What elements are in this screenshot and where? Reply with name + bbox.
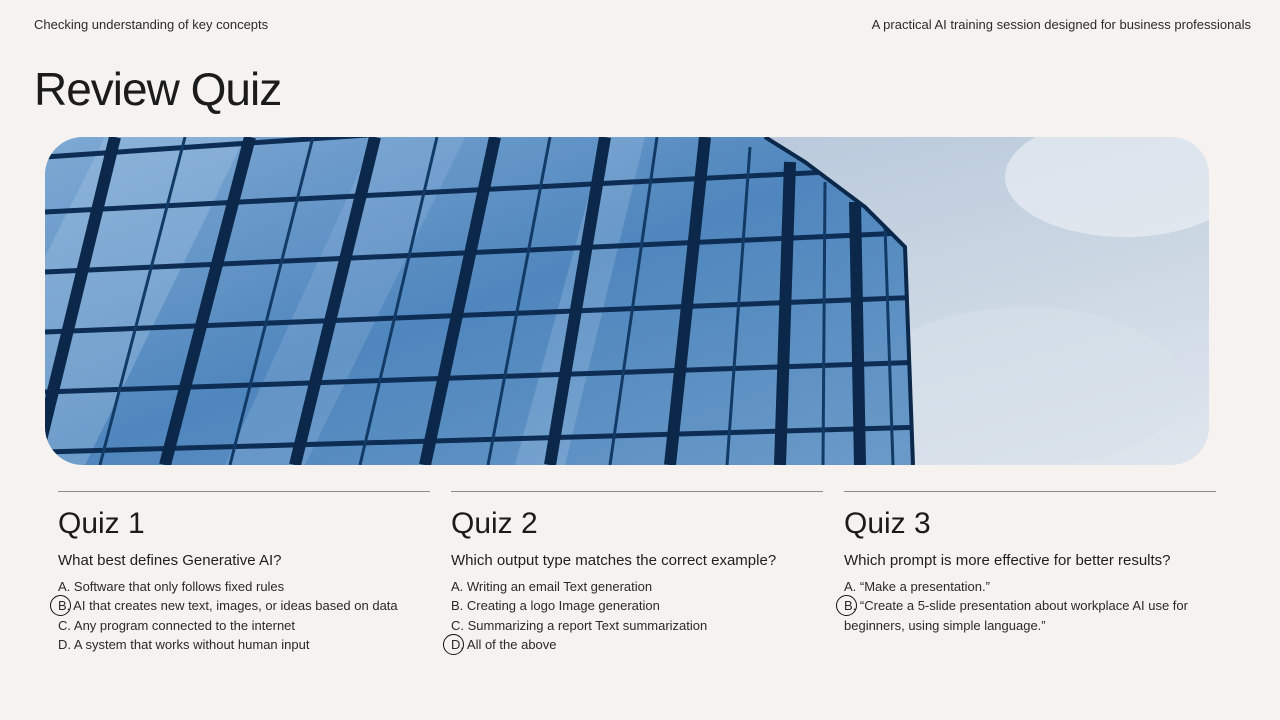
quiz-question: Which output type matches the correct example?	[451, 552, 777, 569]
slide-subtitle: Checking understanding of key concepts	[34, 17, 269, 32]
divider	[844, 491, 1216, 492]
glass-building-photo	[45, 137, 1209, 465]
hero-image	[45, 137, 1209, 465]
answer-option-b-correct: B. “Create a 5-slide presentation about workplace AI use for beginners, using simple language.”	[844, 596, 1216, 635]
answer-option-d-correct: D. All of the above	[451, 635, 823, 654]
session-description: A practical AI training session designed for business professionals	[871, 17, 1251, 32]
quiz-1	[58, 491, 430, 654]
answer-option-b-correct: B. AI that creates new text, images, or ideas based on data	[58, 596, 430, 615]
quiz-question: Which prompt is more effective for better results?	[844, 552, 1171, 569]
quiz-title: Quiz 3	[844, 507, 931, 540]
quiz-2	[451, 491, 823, 654]
answer-options	[844, 577, 1216, 635]
answer-option-a: A. “Make a presentation.”	[844, 579, 990, 594]
divider	[451, 491, 823, 492]
quiz-question: What best defines Generative AI?	[58, 552, 282, 569]
answer-option-a: A. Writing an email Text generation	[451, 579, 653, 594]
answer-options	[451, 577, 823, 654]
answer-option-c: C. Any program connected to the internet	[58, 617, 296, 633]
answer-option-b: B. Creating a logo Image generation	[451, 598, 660, 614]
answer-option-d: D. A system that works without human input	[58, 636, 310, 652]
answer-option-c: C. Summarizing a report Text summarization	[451, 617, 708, 633]
quiz-title: Quiz 1	[58, 507, 145, 540]
page-title: Review Quiz	[34, 63, 282, 115]
answer-option-a: A. Software that only follows fixed rules	[58, 579, 285, 594]
quiz-title: Quiz 2	[451, 507, 538, 540]
divider	[58, 491, 430, 492]
quiz-3	[844, 491, 1216, 635]
answer-options	[58, 577, 430, 654]
